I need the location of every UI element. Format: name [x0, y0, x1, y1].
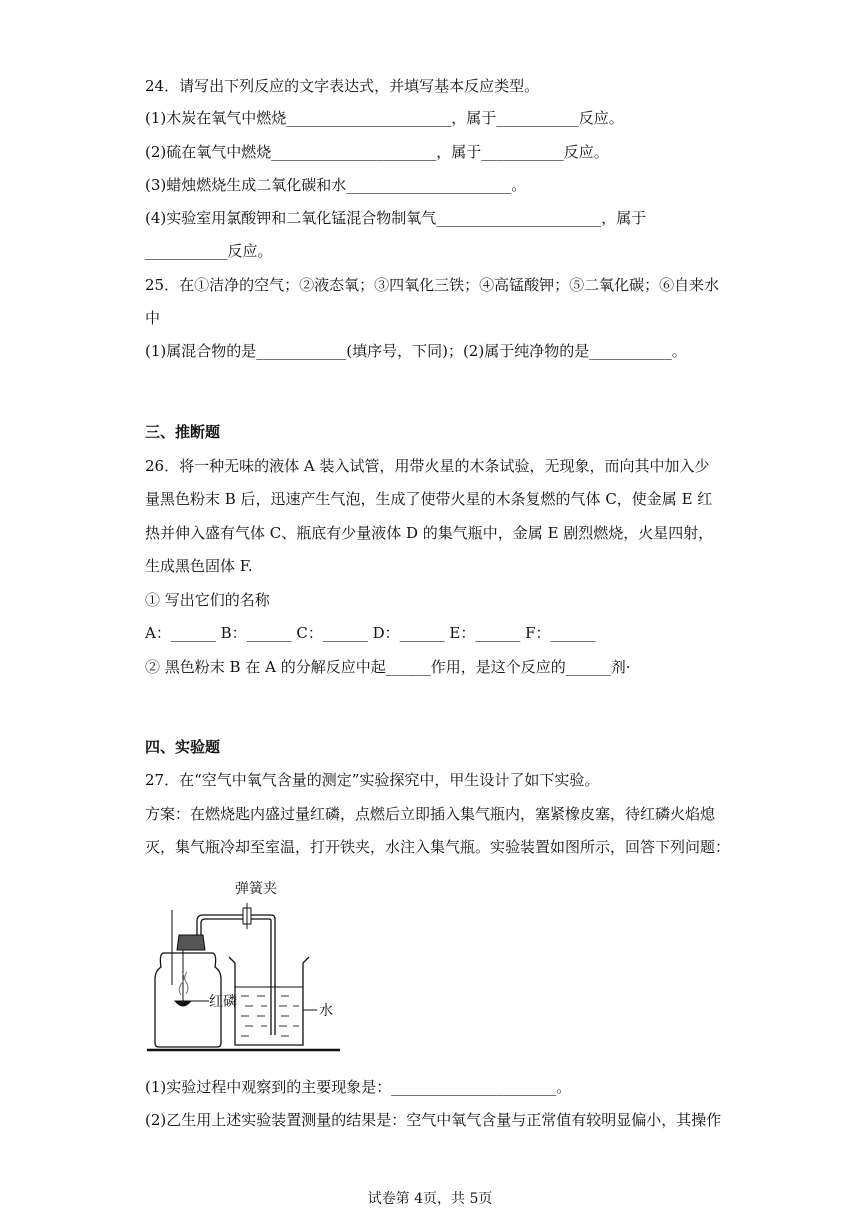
q26-line-3: 热并伸入盛有气体 C、瓶底有少量液体 D 的集气瓶中，金属 E 剧烈燃烧，火星四射， [145, 524, 714, 542]
q26-line-7: ② 黑色粉末 B 在 A 的分解反应中起______作用，是这个反应的______剂· [145, 658, 631, 676]
label-water: 水 [319, 1003, 333, 1019]
q27-line-5: (2)乙生用上述实验装置测量的结果是：空气中氧气含量与正常值有较明显偏小，其操作 [145, 1111, 722, 1129]
q26-line-2: 量黑色粉末 B 后，迅速产生气泡，生成了使带火星的木条复燃的气体 C，使金属 E 红 [145, 490, 713, 508]
q27-line-1: 27．在“空气中氧气含量的测定”实验探究中，甲生设计了如下实验。 [145, 771, 600, 789]
q26-line-4: 生成黑色固体 F. [145, 557, 253, 575]
section-heading-4: 四、实验题 [145, 738, 221, 756]
q24-part-1: (1)木炭在氧气中燃烧______________________，属于___________反应。 [145, 109, 624, 127]
q26-line-1: 26．将一种无味的液体 A 装入试管，用带火星的木条试验，无现象，而向其中加入少 [145, 457, 710, 475]
q27-line-2: 方案：在燃烧匙内盛过量红磷，点燃后立即插入集气瓶内，塞紧橡皮塞，待红磷火焰熄 [145, 805, 716, 823]
q24-part-2: (2)硫在氧气中燃烧______________________，属于___________反应。 [145, 143, 609, 161]
q27-line-3: 灭，集气瓶冷却至室温，打开铁夹，水注入集气瓶。实验装置如图所示，回答下列问题： [145, 838, 731, 856]
section-heading-3: 三、推断题 [145, 423, 221, 441]
q25-stem-cont: 中 [145, 309, 161, 327]
label-red-phosphorus: 红磷 [209, 994, 237, 1010]
q27-line-4: (1)实验过程中观察到的主要现象是：______________________。 [145, 1078, 572, 1096]
q25-stem: 25．在①洁净的空气；②液态氧；③四氧化三铁；④高锰酸钾；⑤二氧化碳；⑥自来水 [145, 276, 720, 294]
q24-part-4: (4)实验室用氯酸钾和二氧化锰混合物制氧气______________________，属于 [145, 209, 647, 227]
q24-part-3: (3)蜡烛燃烧生成二氧化碳和水______________________。 [145, 176, 527, 194]
page-footer: 试卷第 4页，共 5页 [367, 1191, 493, 1207]
q24-stem: 24．请写出下列反应的文字表达式，并填写基本反应类型。 [145, 77, 540, 95]
label-clamp: 弹簧夹 [235, 881, 277, 897]
q26-line-5: ① 写出它们的名称 [145, 591, 270, 609]
apparatus-figure [145, 875, 365, 1055]
q25-part-1: (1)属混合物的是____________(填序号，下同)；(2)属于纯净物的是___________。 [145, 342, 687, 360]
q24-part-4-cont: ___________反应。 [145, 242, 273, 260]
q26-line-6: A：______ B：______ C：______ D：______ E：______ F：______ [145, 624, 596, 642]
